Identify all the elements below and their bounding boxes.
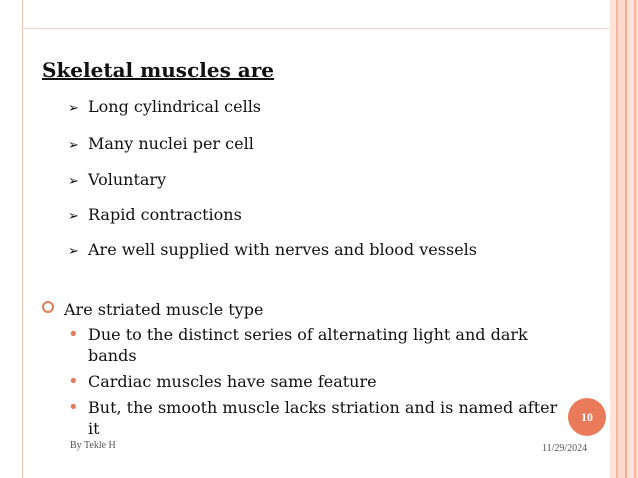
main-bullet-item: Are striated muscle type <box>42 300 263 320</box>
dot-bullet-icon: • <box>68 397 79 418</box>
arrow-bullet-icon: ➢ <box>68 244 79 259</box>
sub-bullet-item: • Due to the distinct series of alternating light and dark bands <box>68 324 528 365</box>
arrow-bullet-item: ➢ Are well supplied with nerves and blood vessels <box>68 240 477 262</box>
arrow-bullet-item: ➢ Rapid contractions <box>68 205 242 227</box>
arrow-bullet-icon: ➢ <box>68 138 79 153</box>
decorative-stripes <box>610 0 638 478</box>
footer-author: By Tekle H <box>70 440 116 451</box>
arrow-bullet-icon: ➢ <box>68 209 79 224</box>
arrow-bullet-icon: ➢ <box>68 101 79 116</box>
sub-bullet-item: • Cardiac muscles have same feature <box>68 371 377 392</box>
footer-date: 11/29/2024 <box>542 443 588 454</box>
arrow-bullet-icon: ➢ <box>68 174 79 189</box>
arrow-bullet-item: ➢ Voluntary <box>68 170 166 192</box>
sub-bullet-item: • But, the smooth muscle lacks striation and is named after it <box>68 397 558 438</box>
arrow-bullet-item: ➢ Long cylindrical cells <box>68 97 261 119</box>
page-number-badge: 10 <box>568 398 606 436</box>
dot-bullet-icon: • <box>68 324 79 345</box>
arrow-bullet-item: ➢ Many nuclei per cell <box>68 134 254 156</box>
slide-heading: Skeletal muscles are <box>42 58 275 82</box>
dot-bullet-icon: • <box>68 371 79 392</box>
ring-bullet-icon <box>42 301 54 313</box>
